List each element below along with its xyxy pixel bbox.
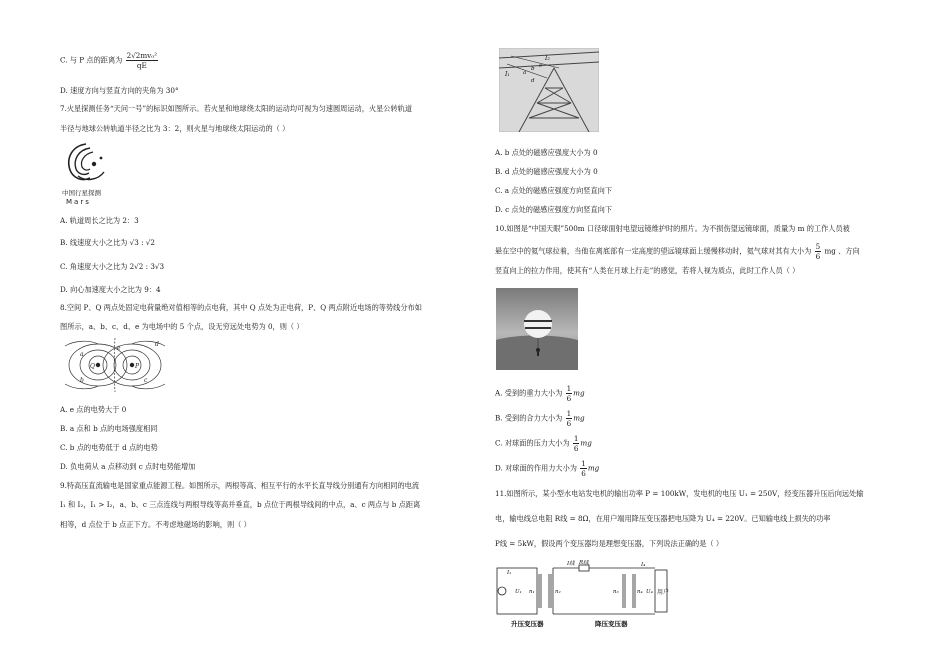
q11-stem-line1: 11.如图所示，某小型水电站发电机的输出功率 P = 100kW，发电机的电压 U₁ = 250V，经变压器升压后向远处输 (495, 489, 864, 498)
fraction-denominator: 6 (566, 419, 572, 429)
q10-option-a-text: A. 受到的重力大小为 (495, 388, 563, 398)
q11-stem-line3: P线 = 5kW，假设两个变压器均是理想变压器，下列说法正确的是（ ） (495, 539, 724, 548)
fraction-denominator: 6 (815, 252, 821, 262)
q9-stem-line1: 9.特高压直流输电是国家重点能源工程。如图所示，两根等高、相互平行的水平长直导线分别通有方向相同的电流 (60, 481, 420, 490)
q10-option-b (495, 410, 585, 427)
q10-option-d-text: D. 对球面的作用力大小为 (495, 463, 577, 473)
fraction-denominator: qE (136, 61, 147, 71)
q6-option-c-text: C. 与 P 点的距离为 (60, 55, 123, 65)
circuit-label-i1: I₁ (507, 570, 512, 576)
transmission-circuit-diagram (495, 560, 670, 630)
q7-stem-line2: 半径与地球公转轨道半径之比为 3：2，则火星与地球绕太阳运动的（ ） (60, 124, 290, 133)
circuit-label-r-line: R线 (579, 560, 589, 566)
q9-option-c: C. a 点处的磁感应强度方向竖直向下 (495, 186, 613, 195)
q7-option-d: D. 向心加速度大小之比为 9：4 (60, 285, 161, 294)
q9-option-a: A. b 点处的磁感应强度大小为 0 (495, 148, 598, 157)
q10-stem-line2-text: 悬在空中的氦气球拉着，当他在离底部有一定高度的望远镜球面上缓慢移动时，氦气球对其有大小为 (495, 246, 812, 256)
q10-option-c-unit: mg (580, 438, 592, 448)
fraction-numerator: 1 (566, 384, 572, 393)
circuit-label-step-up: 升压变压器 (511, 620, 544, 628)
q10-option-d-unit: mg (587, 463, 600, 473)
q10-stem-line2 (495, 243, 860, 260)
circuit-label-u4: U₄ (646, 589, 653, 595)
q9-stem-line3: 相等，d 点位于 b 点正下方。不考虑地磁场的影响，则（ ） (60, 520, 251, 529)
q10-option-c-fraction (573, 435, 580, 452)
q6-option-c-fraction (126, 52, 158, 69)
circuit-label-n3: n₃ (613, 589, 619, 595)
q9-option-d: D. c 点处的磁感应强度方向竖直向下 (495, 205, 613, 214)
equipotential-diagram (60, 336, 220, 394)
q10-option-a-fraction (566, 385, 573, 402)
q8-option-d: D. 负电荷从 a 点移动到 c 点时电势能增加 (60, 462, 196, 471)
q8-option-b: B. a 点和 b 点的电场强度相同 (60, 424, 158, 433)
q10-option-b-fraction (566, 410, 573, 427)
q10-option-a-unit: mg (573, 388, 585, 398)
fast-telescope-photo (496, 288, 578, 370)
fraction-denominator: 6 (573, 444, 579, 454)
q10-option-b-unit: mg (573, 413, 585, 423)
q10-option-d (495, 460, 599, 477)
q7-option-a: A. 轨道周长之比为 2：3 (60, 216, 139, 225)
svg-text:a: a (80, 351, 84, 358)
circuit-label-user: 用户 (657, 589, 670, 596)
power-tower-photo (499, 48, 599, 132)
q6-option-d: D. 速度方向与竖直方向的夹角为 30° (60, 86, 179, 95)
svg-text:c: c (144, 377, 148, 384)
logo-caption-en: Mars (66, 198, 91, 206)
svg-text:Q: Q (90, 363, 95, 370)
circuit-label-n4: n₄ (637, 589, 643, 595)
fraction-numerator: 5 (815, 242, 821, 251)
q10-option-d-fraction (580, 460, 587, 477)
circuit-label-i-line: I线 (567, 561, 575, 567)
q6-option-c (60, 52, 159, 69)
q10-option-b-text: B. 受到的合力大小为 (495, 413, 563, 423)
q9-stem-line2: I₁ 和 I₂，I₁ > I₂，a、b、c 三点连线与两根导线等高并垂直，b 点位于两根导线间的中点，a、c 两点与 b 点距离 (60, 500, 421, 509)
q10-stem-line3: 竖直向上的拉力作用，使其有“人类在月球上行走”的感觉，若将人视为质点，此时工作人员（ ） (495, 266, 800, 275)
svg-text:c: c (539, 63, 543, 69)
fraction-numerator: 1 (566, 409, 572, 418)
svg-text:b: b (80, 377, 84, 384)
svg-text:a: a (523, 70, 527, 76)
svg-text:e: e (117, 345, 121, 352)
circuit-label-n2: n₂ (555, 589, 561, 595)
circuit-label-i4: I₄ (641, 562, 646, 568)
svg-text:b: b (531, 66, 535, 72)
fraction-numerator: 2√2mv₀² (126, 51, 158, 60)
circuit-label-step-down: 降压变压器 (595, 620, 628, 628)
svg-text:I₂: I₂ (545, 55, 550, 62)
fraction-denominator: 6 (581, 469, 586, 479)
fraction-denominator: 6 (566, 394, 572, 404)
q10-stem-line2-tail: mg 、方向 (824, 246, 860, 256)
q8-stem-line2: 图所示，a、b、c、d、e 为电场中的 5 个点，设无穷远处电势为 0，则（ ） (60, 322, 304, 331)
circuit-label-n1: n₁ (529, 589, 535, 595)
fraction-numerator: 1 (573, 434, 579, 443)
q7-option-c: C. 角速度大小之比为 2√2 : 3√3 (60, 262, 165, 271)
q8-option-a: A. e 点的电势大于 0 (60, 405, 127, 414)
svg-text:P: P (135, 363, 140, 370)
q11-stem-line2: 电，输电线总电阻 R线 = 8Ω，在用户端用降压变压器把电压降为 U₄ = 220V。已知输电线上损失的功率 (495, 514, 831, 523)
q10-option-c-text: C. 对球面的压力大小为 (495, 438, 570, 448)
q7-stem-line1: 7.火星探测任务“天问一号”的标识如图所示。若火星和地球绕太阳的运动均可视为匀速圆周运动，火星公转轨道 (60, 104, 413, 113)
svg-text:d: d (531, 78, 535, 84)
q10-stem-fraction (815, 243, 822, 260)
logo-caption-cn: 中国行星探测 (62, 189, 101, 197)
q10-option-c (495, 435, 592, 452)
circuit-label-u1: U₁ (515, 589, 522, 595)
q9-option-b: B. d 点处的磁感应强度大小为 0 (495, 167, 598, 176)
svg-text:d: d (155, 341, 159, 348)
q10-option-a (495, 385, 585, 402)
fraction-numerator: 1 (581, 459, 586, 468)
q10-stem-line1: 10.如图是“中国天眼”500m 口径球面射电望远镜维护时的照片。为不损伤望远镜球面，质量为 m 的工作人员被 (495, 224, 850, 233)
q8-option-c: C. b 点的电势低于 d 点的电势 (60, 443, 158, 452)
q7-option-b: B. 线速度大小之比为 √3 : √2 (60, 238, 155, 247)
q8-stem-line1: 8.空间 P、Q 两点处固定电荷量绝对值相等的点电荷，其中 Q 点处为正电荷，P、Q 两点附近电场的等势线分布如 (60, 303, 422, 312)
svg-text:I₁: I₁ (505, 71, 510, 78)
